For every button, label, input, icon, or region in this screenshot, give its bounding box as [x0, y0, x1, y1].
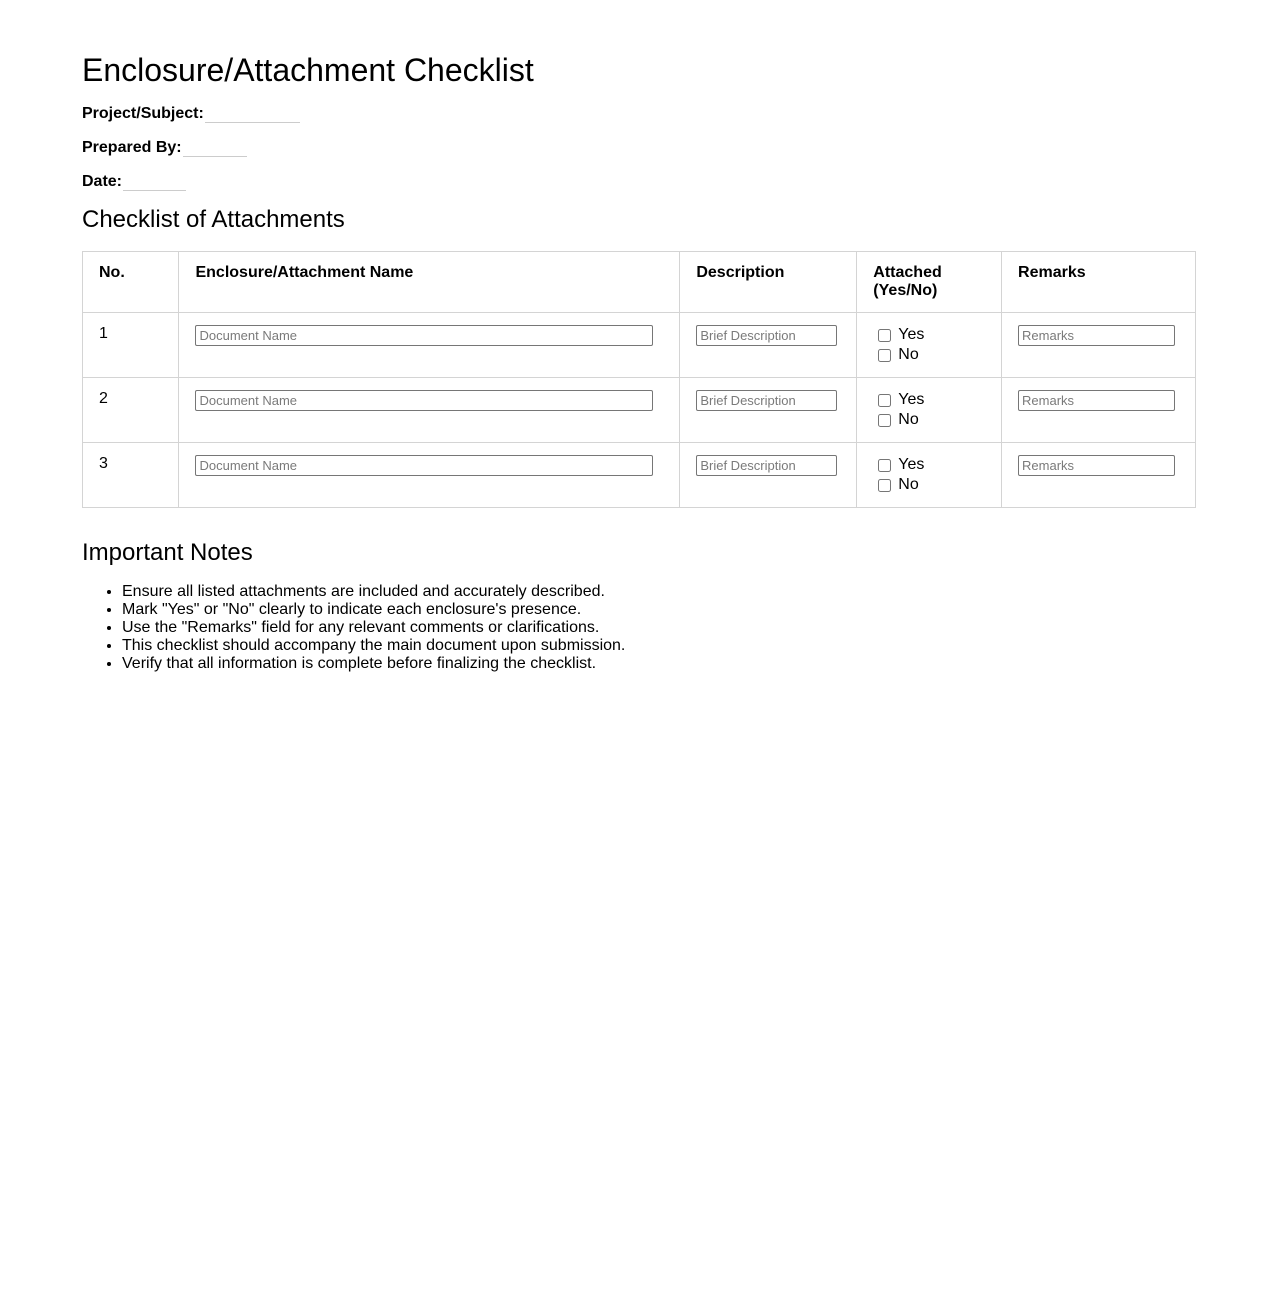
table-row [83, 378, 1196, 443]
yes-checkbox[interactable] [878, 329, 891, 342]
prepared-by-line[interactable] [183, 139, 247, 157]
list-item: • Mark "Yes" or "No" clearly to indicate each enclosure's presence. [122, 601, 625, 619]
header-attached: Attached (Yes/No) [857, 252, 1002, 313]
table-header-row [83, 252, 1196, 313]
yes-label: Yes [898, 391, 925, 408]
no-checkbox[interactable] [878, 414, 891, 427]
project-subject-line[interactable] [205, 105, 300, 123]
header-description: Description [680, 252, 857, 313]
brief-description-input[interactable] [696, 325, 837, 346]
row-number: 1 [83, 313, 179, 378]
no-label: No [898, 476, 919, 493]
checklist-section-title: Checklist of Attachments [82, 206, 345, 233]
page-title: Enclosure/Attachment Checklist [82, 52, 534, 88]
attached-cell [857, 443, 1002, 508]
remarks-input[interactable] [1018, 390, 1175, 411]
table-row [83, 313, 1196, 378]
yes-label: Yes [898, 456, 925, 473]
name-cell [179, 443, 680, 508]
row-number: 2 [83, 378, 179, 443]
yes-label: Yes [898, 326, 925, 343]
no-checkbox[interactable] [878, 479, 891, 492]
date-line[interactable] [123, 173, 186, 191]
description-cell [680, 313, 857, 378]
yes-checkbox[interactable] [878, 394, 891, 407]
remarks-cell [1002, 313, 1196, 378]
no-option[interactable] [878, 345, 985, 365]
project-subject-field [82, 105, 300, 123]
remarks-cell [1002, 443, 1196, 508]
no-option[interactable] [878, 410, 985, 430]
no-option[interactable] [878, 475, 985, 495]
remarks-input[interactable] [1018, 325, 1175, 346]
project-subject-label: Project/Subject: [82, 105, 204, 122]
yes-option[interactable] [878, 390, 985, 410]
yes-checkbox[interactable] [878, 459, 891, 472]
brief-description-input[interactable] [696, 390, 837, 411]
attached-options [878, 455, 985, 495]
name-cell [179, 378, 680, 443]
remarks-cell [1002, 378, 1196, 443]
table-row [83, 443, 1196, 508]
attached-options [878, 390, 985, 430]
header-name: Enclosure/Attachment Name [179, 252, 680, 313]
list-item: • This checklist should accompany the main document upon submission. [122, 637, 625, 655]
header-remarks: Remarks [1002, 252, 1196, 313]
list-item: • Ensure all listed attachments are included and accurately described. [122, 583, 625, 601]
no-checkbox[interactable] [878, 349, 891, 362]
list-item: • Use the "Remarks" field for any relevant comments or clarifications. [122, 619, 625, 637]
yes-option[interactable] [878, 325, 985, 345]
description-cell [680, 443, 857, 508]
attached-cell [857, 313, 1002, 378]
attached-cell [857, 378, 1002, 443]
document-name-input[interactable] [195, 455, 653, 476]
date-field [82, 173, 186, 191]
attachments-table [82, 251, 1196, 508]
brief-description-input[interactable] [696, 455, 837, 476]
yes-option[interactable] [878, 455, 985, 475]
list-item: • Verify that all information is complete before finalizing the checklist. [122, 655, 625, 673]
row-number: 3 [83, 443, 179, 508]
description-cell [680, 378, 857, 443]
notes-section-title: Important Notes [82, 539, 253, 566]
date-label: Date: [82, 173, 123, 190]
remarks-input[interactable] [1018, 455, 1175, 476]
prepared-by-label: Prepared By: [82, 139, 182, 156]
no-label: No [898, 346, 919, 363]
notes-list [82, 583, 625, 673]
document-name-input[interactable] [195, 390, 653, 411]
header-no: No. [83, 252, 179, 313]
document-name-input[interactable] [195, 325, 653, 346]
name-cell [179, 313, 680, 378]
no-label: No [898, 411, 919, 428]
attached-options [878, 325, 985, 365]
prepared-by-field [82, 139, 247, 157]
